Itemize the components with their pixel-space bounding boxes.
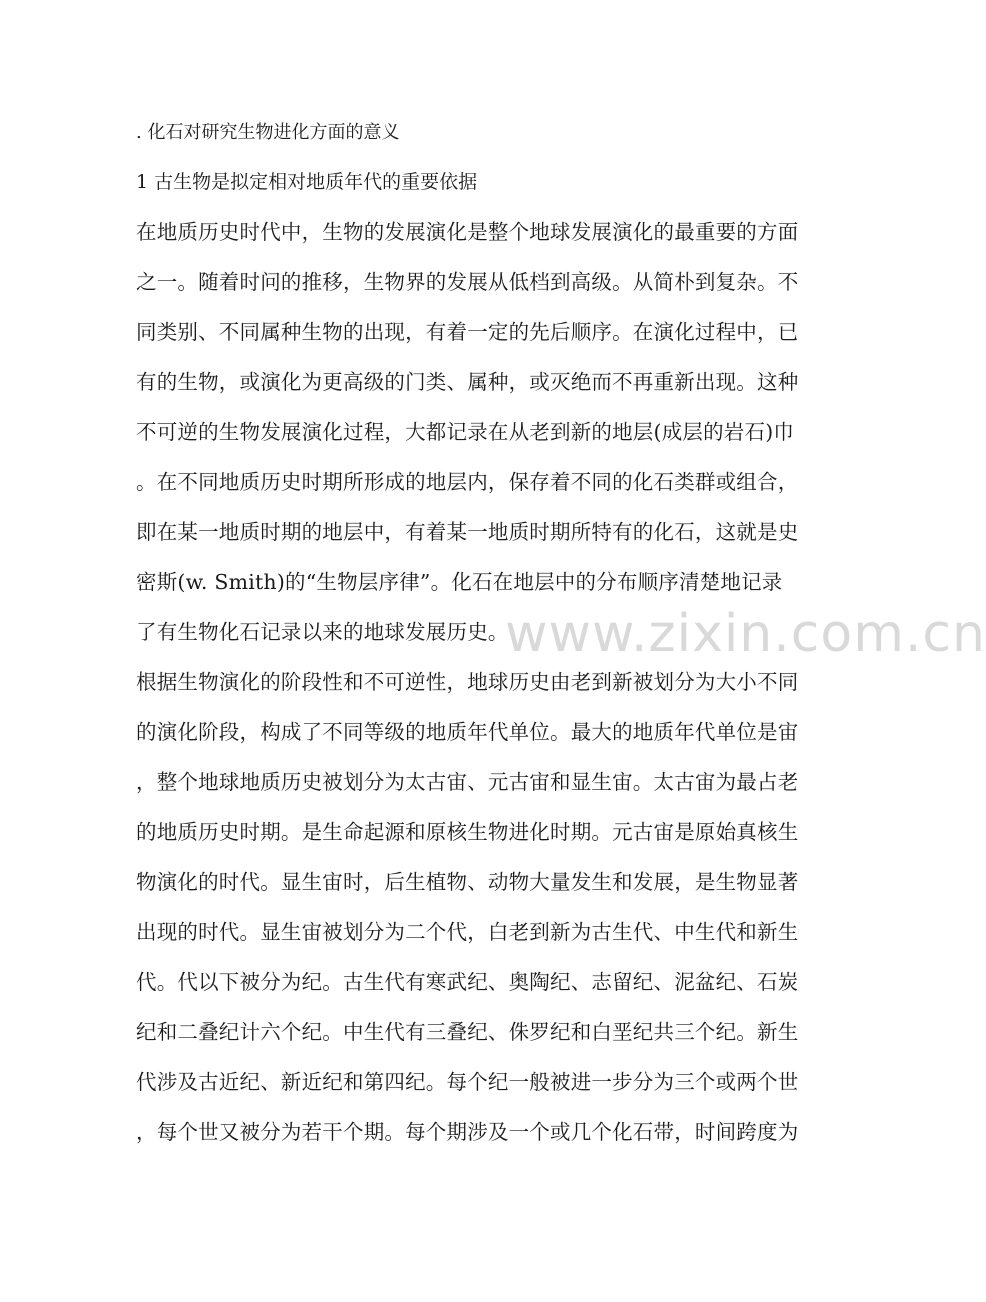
paragraph-line: 之一。随着时问的推移，生物界的发展从低档到高级。从简朴到复杂。不 xyxy=(136,270,799,294)
subsection-title: 1 古生物是拟定相对地质年代的重要依据 xyxy=(136,171,478,193)
paragraph-line: 物演化的时代。显生宙时，后生植物、动物大量发生和发展，是生物显著 xyxy=(136,870,799,894)
paragraph-line: 密斯(w. Smith)的“生物层序律”。化石在地层中的分布顺序清楚地记录 xyxy=(136,570,783,594)
paragraph-line: ，每个世又被分为若干个期。每个期涉及一个或几个化石带，时间跨度为 xyxy=(136,1120,799,1144)
paragraph-line: 的演化阶段，构成了不同等级的地质年代单位。最大的地质年代单位是宙 xyxy=(136,720,799,744)
paragraph-line: 纪和二叠纪计六个纪。中生代有三叠纪、侏罗纪和白垩纪共三个纪。新生 xyxy=(136,1020,799,1044)
paragraph-line: 根据生物演化的阶段性和不可逆性，地球历史由老到新被划分为大小不同 xyxy=(136,670,799,694)
paragraph-line: 的地质历史时期。是生命起源和原核生物进化时期。元古宙是原始真核生 xyxy=(136,820,799,844)
paragraph-line: 在地质历史时代中，生物的发展演化是整个地球发展演化的最重要的方面 xyxy=(136,220,799,244)
paragraph-line: 不可逆的生物发展演化过程，大都记录在从老到新的地层(成层的岩石)巾 xyxy=(136,420,795,444)
watermark: www.zixin.com.cn xyxy=(505,604,986,664)
paragraph-line: 了有生物化石记录以来的地球发展历史。 xyxy=(136,620,509,644)
paragraph-line: 有的生物，或演化为更高级的门类、属种，或灭绝而不再重新出现。这种 xyxy=(136,370,799,394)
paragraph-line: 同类别、不同属种生物的出现，有着一定的先后顺序。在演化过程中，已 xyxy=(136,320,799,344)
section-title: . 化石对研究生物进化方面的意义 xyxy=(136,122,400,143)
paragraph-line: ，整个地球地质历史被划分为太古宙、元古宙和显生宙。太古宙为最占老 xyxy=(136,770,799,794)
paragraph-line: 。在不同地质历史时期所形成的地层内，保存着不同的化石类群或组合， xyxy=(136,470,799,494)
paragraph-line: 代涉及古近纪、新近纪和第四纪。每个纪一般被进一步分为三个或两个世 xyxy=(136,1070,799,1094)
paragraph-line: 即在某一地质时期的地层中，有着某一地质时期所特有的化石，这就是史 xyxy=(136,520,799,544)
paragraph-line: 代。代以下被分为纪。古生代有寒武纪、奥陶纪、志留纪、泥盆纪、石炭 xyxy=(136,970,799,994)
paragraph-line: 出现的时代。显生宙被划分为二个代，白老到新为古生代、中生代和新生 xyxy=(136,920,799,944)
